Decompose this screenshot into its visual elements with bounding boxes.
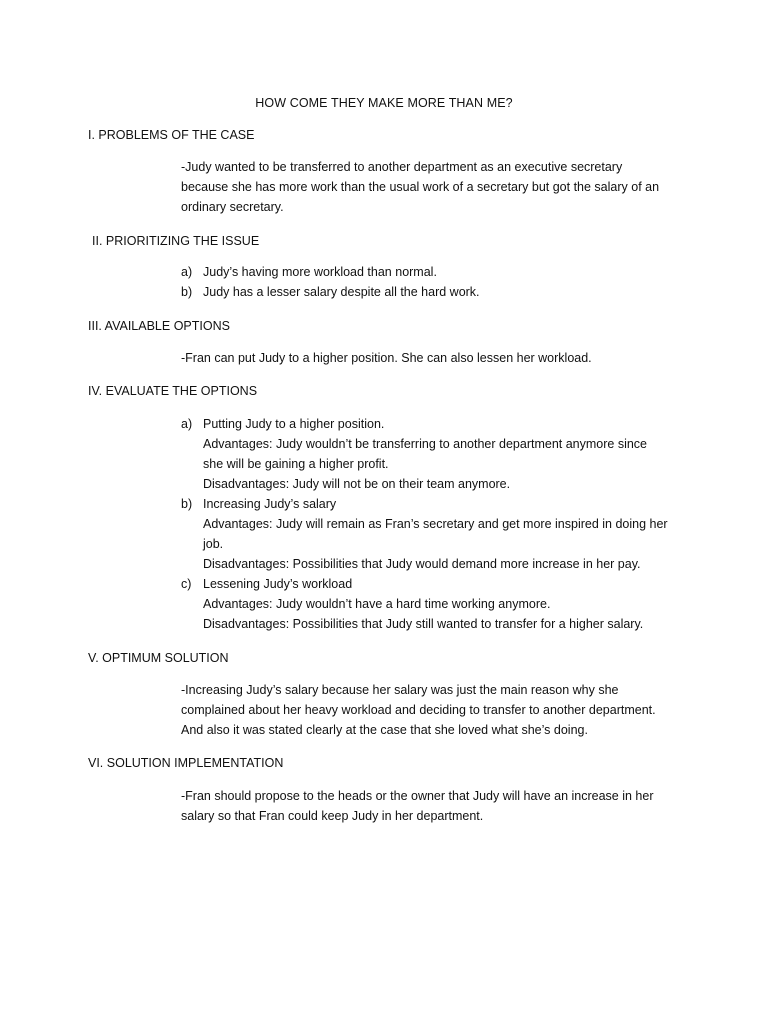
list-item-text: Putting Judy to a higher position.	[203, 417, 385, 431]
paragraph-line: -Fran can put Judy to a higher position. She can also lessen her workload.	[181, 351, 592, 365]
list-item	[181, 414, 701, 494]
section-body-problems	[181, 157, 681, 217]
list-item-text: Increasing Judy’s salary	[203, 497, 337, 511]
section-body-options	[181, 348, 681, 368]
list-item-detail: she will be gaining a higher profit.	[203, 457, 389, 471]
list-marker: a)	[181, 265, 193, 279]
paragraph-line: ordinary secretary.	[181, 200, 284, 214]
list-item	[181, 574, 701, 634]
list-item-detail: Disadvantages: Judy will not be on their team anymore.	[203, 477, 511, 491]
section-body-optimum	[181, 680, 681, 740]
list-item	[181, 262, 701, 282]
list-item-detail: Disadvantages: Possibilities that Judy still wanted to transfer for a higher salary.	[203, 617, 644, 631]
list-marker: c)	[181, 577, 192, 591]
list-marker: b)	[181, 497, 193, 511]
paragraph-line: -Judy wanted to be transferred to another department as an executive secretary	[181, 160, 623, 174]
document-title: HOW COME THEY MAKE MORE THAN ME?	[255, 96, 513, 110]
section-body-implementation	[181, 786, 681, 826]
priority-list	[181, 262, 701, 302]
list-marker: b)	[181, 285, 193, 299]
paragraph-line: -Increasing Judy’s salary because her salary was just the main reason why she	[181, 683, 619, 697]
section-heading-evaluate: IV. EVALUATE THE OPTIONS	[88, 384, 258, 398]
paragraph-line: And also it was stated clearly at the case that she loved what she’s doing.	[181, 723, 588, 737]
paragraph-line: -Fran should propose to the heads or the owner that Judy will have an increase in her	[181, 789, 654, 803]
list-item-detail: Disadvantages: Possibilities that Judy would demand more increase in her pay.	[203, 557, 641, 571]
list-item	[181, 494, 701, 574]
list-item-detail: job.	[203, 537, 224, 551]
list-item-detail: Advantages: Judy wouldn’t have a hard time working anymore.	[203, 597, 551, 611]
list-item-text: Judy’s having more workload than normal.	[203, 265, 437, 279]
section-heading-problems: I. PROBLEMS OF THE CASE	[88, 128, 255, 142]
list-item-text: Lessening Judy’s workload	[203, 577, 353, 591]
paragraph-line: because she has more work than the usual work of a secretary but got the salary of an	[181, 180, 660, 194]
list-item-detail: Advantages: Judy will remain as Fran’s secretary and get more inspired in doing her	[203, 517, 668, 531]
list-item-text: Judy has a lesser salary despite all the hard work.	[203, 285, 480, 299]
section-heading-options: III. AVAILABLE OPTIONS	[88, 319, 230, 333]
section-heading-prioritizing: II. PRIORITIZING THE ISSUE	[92, 234, 260, 248]
list-item	[181, 282, 701, 302]
section-heading-optimum: V. OPTIMUM SOLUTION	[88, 651, 229, 665]
section-heading-implementation: VI. SOLUTION IMPLEMENTATION	[88, 756, 284, 770]
list-item-detail: Advantages: Judy wouldn’t be transferring to another department anymore since	[203, 437, 648, 451]
paragraph-line: complained about her heavy workload and deciding to transfer to another department.	[181, 703, 656, 717]
evaluation-list	[181, 414, 701, 634]
paragraph-line: salary so that Fran could keep Judy in her department.	[181, 809, 484, 823]
list-marker: a)	[181, 417, 193, 431]
